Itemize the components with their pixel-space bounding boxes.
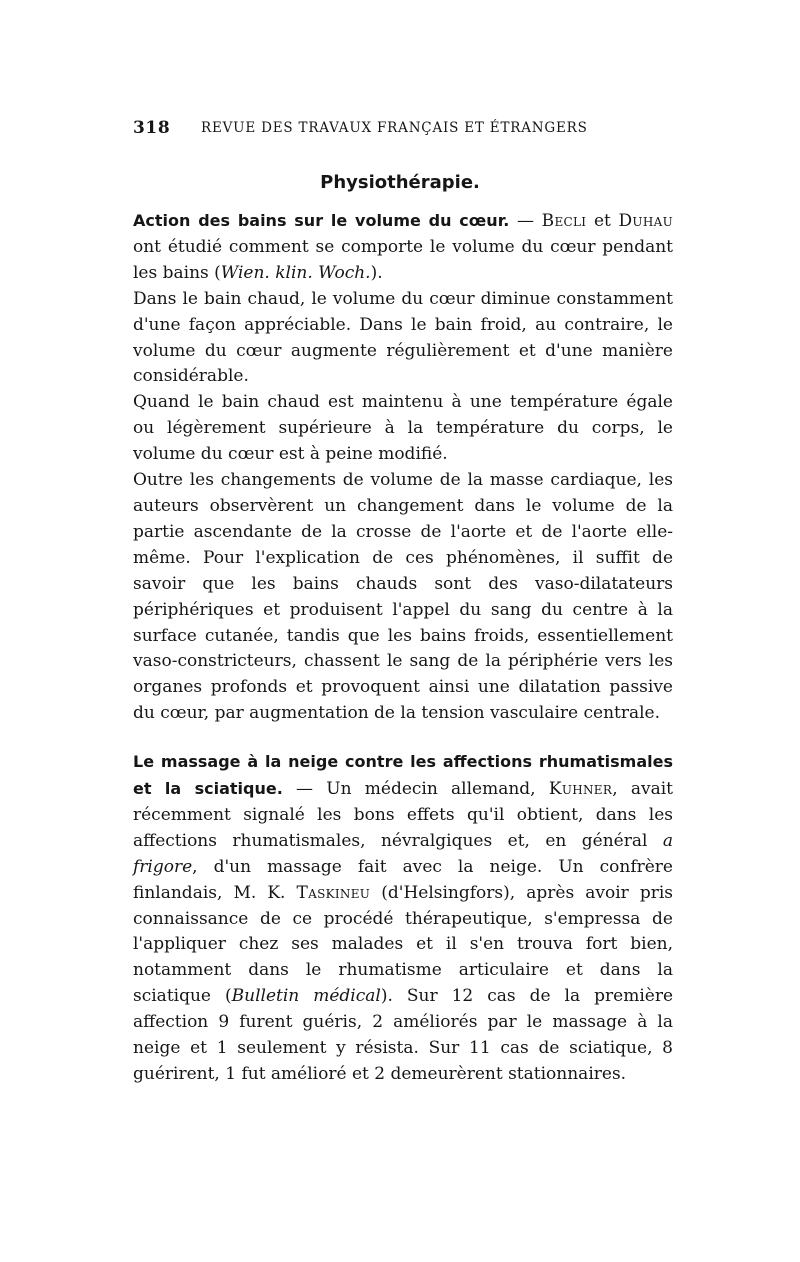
author-name: Kuhner <box>548 779 613 800</box>
article2-paragraph <box>133 749 673 1088</box>
source-citation: Wien. klin. Woch. <box>220 262 371 283</box>
text: (d'Helsingfors), après avoir pris connaissance de ce procédé thérapeutique, s'empressa de l'appliquer chez ses malades et il s'en trouva fort bien, notamment dans le rhumatisme articulaire et dans la sciatique ( <box>133 882 673 1007</box>
latin-term: a frigore <box>133 830 673 877</box>
text: , avait récemment signalé les bons effets qu'il obtient, dans les affections rhumatismales, névralgiques et, en général <box>133 779 673 851</box>
page-number: 318 <box>133 118 171 138</box>
running-header <box>133 118 673 138</box>
source-citation: Bulletin médical <box>231 986 381 1007</box>
article2-title: Le massage à la neige contre les affections rhumatismales et la sciatique. <box>133 752 673 799</box>
running-title: REVUE DES TRAVAUX FRANÇAIS ET ÉTRANGERS <box>201 120 588 136</box>
text: ont étudié comment se comporte le volume du cœur pendant les bains ( <box>133 236 673 283</box>
text: , d'un massage fait avec la neige. Un confrère finlandais, M. K. <box>133 856 673 903</box>
author-name: Becli <box>541 211 587 231</box>
author-name: Taskineu <box>296 882 371 903</box>
article1-paragraph-3: Quand le bain chaud est maintenu à une température égale ou légèrement supérieure à la température du corps, le volume du cœur est à peine modifié. <box>133 392 673 465</box>
text: ). Sur 12 cas de la première affection 9 furent guéris, 2 améliorés par le massage à la neige et 1 seulement y résista. Sur 11 cas de sciatique, 8 guérirent, 1 fut amélioré et 2 demeurèrent stationnaires. <box>133 986 674 1084</box>
author-name: Duhau <box>618 211 673 231</box>
text: et <box>586 211 619 231</box>
article1-title: Action des bains sur le volume du cœur. <box>133 211 510 230</box>
text: — Un médecin allemand, <box>282 779 549 800</box>
section-title: Physiothérapie. <box>320 172 480 193</box>
text: ). <box>370 262 383 283</box>
article1-paragraph-1 <box>133 208 673 287</box>
text: — <box>509 211 542 231</box>
article-body <box>133 208 673 1088</box>
article1-paragraph-4: Outre les changements de volume de la masse cardiaque, les auteurs observèrent un changement dans le volume de la partie ascendante de la crosse de l'aorte et de l'aorte elle-même. Pour l'explication de ces phénomènes, il suffit de savoir que les bains chauds sont des vaso-dilatateurs périphériques et produisent l'appel du sang du centre à la surface cutanée, tandis que les bains froids, essentiellement vaso-constricteurs, chassent le sang de la périphérie vers les organes profonds et provoquent ainsi une dilatation passive du cœur, par augmentation de la tension vasculaire centrale. <box>133 470 673 724</box>
article1-paragraph-2: Dans le bain chaud, le volume du cœur diminue constamment d'une façon appréciable. Dans le bain froid, au contraire, le volume du cœur augmente régulièrement et d'une manière considérable. <box>133 288 673 387</box>
